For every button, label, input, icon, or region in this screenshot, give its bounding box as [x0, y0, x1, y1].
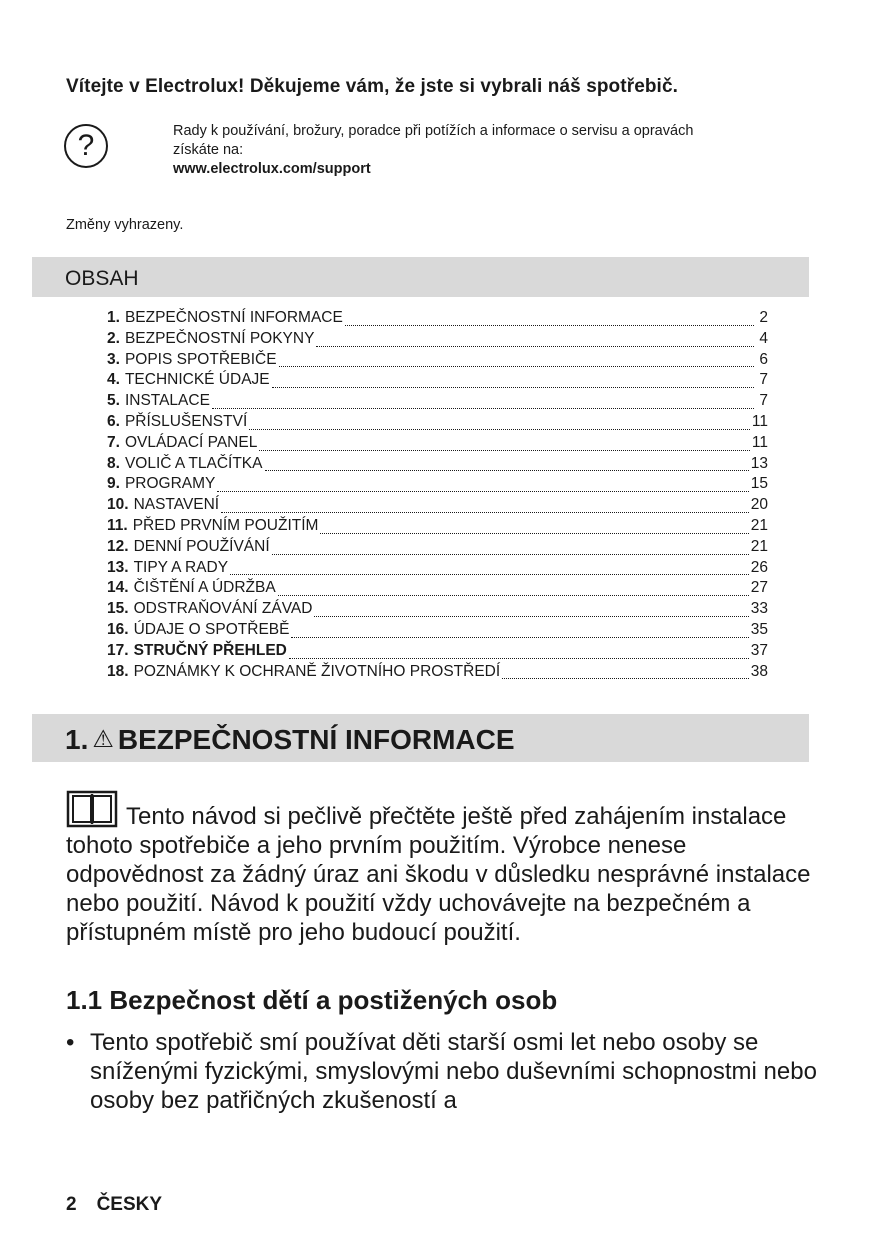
toc-item[interactable] — [107, 517, 768, 538]
toc-item-label: POZNÁMKY K OCHRANĚ ŽIVOTNÍHO PROSTŘEDÍ — [133, 662, 501, 680]
toc-item[interactable] — [107, 371, 768, 392]
welcome-heading: Vítejte v Electrolux! Děkujeme vám, že jste si vybrali náš spotřebič. — [66, 76, 678, 97]
toc-item-label: DENNÍ POUŽÍVÁNÍ — [133, 537, 270, 555]
toc-item-number: 13. — [107, 558, 129, 576]
toc-item[interactable] — [107, 434, 768, 455]
toc-item-page: 21 — [750, 516, 768, 534]
section-title-text: BEZPEČNOSTNÍ INFORMACE — [117, 724, 515, 755]
toc-item-label: ÚDAJE O SPOTŘEBĚ — [133, 620, 290, 638]
toc-item-number: 6. — [107, 412, 120, 430]
bullet-dot-icon: • — [66, 1029, 75, 1056]
toc-item[interactable] — [107, 330, 768, 351]
toc-dot-leader — [249, 429, 750, 430]
toc-item-page: 13 — [750, 454, 768, 472]
toc-item-label: NASTAVENÍ — [133, 496, 220, 514]
bullet-item — [66, 1028, 826, 1115]
support-url-link[interactable]: www.electrolux.com/support — [173, 161, 371, 177]
table-of-contents — [107, 309, 768, 683]
toc-item-number: 10. — [107, 496, 129, 514]
toc-item[interactable] — [107, 579, 768, 600]
toc-dot-leader — [265, 470, 749, 471]
section-title — [65, 724, 515, 756]
toc-item-page: 20 — [750, 496, 768, 514]
toc-item-page: 6 — [759, 350, 768, 368]
intro-paragraph — [66, 790, 826, 947]
toc-item[interactable] — [107, 642, 768, 663]
toc-item-label: VOLIČ A TLAČÍTKA — [124, 454, 263, 472]
toc-dot-leader — [291, 637, 748, 638]
toc-item-label: PŘÍSLUŠENSTVÍ — [124, 412, 248, 430]
toc-item-page: 4 — [759, 329, 768, 347]
toc-item-page: 38 — [750, 662, 768, 680]
toc-item-number: 7. — [107, 433, 120, 451]
toc-item-label: PŘED PRVNÍM POUŽITÍM — [132, 516, 319, 534]
subsection-heading: 1.1 Bezpečnost dětí a postižených osob — [66, 985, 558, 1015]
toc-item-number: 3. — [107, 350, 120, 368]
warning-triangle-icon: ⚠ — [92, 726, 114, 753]
support-info — [173, 122, 813, 179]
toc-item-number: 9. — [107, 475, 120, 493]
toc-item-label: TIPY A RADY — [133, 558, 229, 576]
toc-item-label: PROGRAMY — [124, 475, 216, 493]
toc-item[interactable] — [107, 413, 768, 434]
toc-dot-leader — [345, 325, 754, 326]
toc-item-label: ODSTRAŇOVÁNÍ ZÁVAD — [133, 600, 313, 618]
toc-item-label: BEZPEČNOSTNÍ INFORMACE — [124, 309, 343, 326]
toc-dot-leader — [278, 595, 749, 596]
toc-item-page: 11 — [751, 412, 768, 430]
toc-item[interactable] — [107, 475, 768, 496]
toc-item[interactable] — [107, 351, 768, 372]
toc-item-label: TECHNICKÉ ÚDAJE — [124, 371, 270, 389]
toc-dot-leader — [279, 366, 754, 367]
toc-header-band — [32, 257, 809, 297]
toc-dot-leader — [314, 616, 748, 617]
toc-item-number: 2. — [107, 329, 120, 347]
toc-title: OBSAH — [65, 267, 139, 290]
section-number: 1. — [65, 724, 89, 755]
intro-text: Tento návod si pečlivě přečtěte ještě před zahájením instalace tohoto spotřebiče a jeho prvním použitím. Výrobce nenese odpovědnost za žádný úraz ani škodu v důsledku nesprávné instalace nebo použití. Návod k použití vždy uchovávejte na bezpečném a přístupném místě pro jeho budoucí použití. — [66, 803, 811, 946]
toc-item[interactable] — [107, 559, 768, 580]
toc-item-page: 7 — [759, 392, 768, 410]
toc-item-page: 26 — [750, 558, 768, 576]
toc-item-number: 15. — [107, 600, 129, 618]
toc-item-page: 37 — [750, 641, 768, 659]
toc-item-number: 12. — [107, 537, 129, 555]
toc-item-page: 7 — [759, 371, 768, 389]
toc-item-page: 11 — [751, 433, 768, 451]
toc-item-label: OVLÁDACÍ PANEL — [124, 433, 258, 451]
toc-dot-leader — [272, 554, 749, 555]
toc-item-number: 11. — [107, 516, 128, 534]
support-text-line2: získáte na: — [173, 142, 244, 158]
toc-item[interactable] — [107, 538, 768, 559]
toc-dot-leader — [272, 387, 754, 388]
toc-item[interactable] — [107, 600, 768, 621]
toc-item-label: INSTALACE — [124, 392, 210, 410]
toc-item-number: 4. — [107, 371, 120, 389]
toc-dot-leader — [316, 346, 754, 347]
toc-dot-leader — [320, 533, 748, 534]
toc-dot-leader — [230, 574, 749, 575]
toc-item-number: 8. — [107, 454, 120, 472]
open-book-icon — [66, 790, 118, 828]
toc-dot-leader — [217, 491, 748, 492]
page-number: 2 — [66, 1194, 77, 1215]
toc-item-page: 27 — [750, 579, 768, 597]
toc-item-page: 21 — [750, 537, 768, 555]
language-label: ČESKY — [96, 1194, 163, 1215]
toc-dot-leader — [259, 450, 750, 451]
toc-dot-leader — [289, 658, 749, 659]
toc-item-label: POPIS SPOTŘEBIČE — [124, 350, 277, 368]
toc-item[interactable] — [107, 496, 768, 517]
bullet-list — [66, 1028, 826, 1115]
toc-item-number: 1. — [107, 309, 120, 326]
support-text-line1: Rady k používání, brožury, poradce při potížích a informace o servisu a opravách — [173, 123, 694, 139]
toc-item-label: ČIŠTĚNÍ A ÚDRŽBA — [133, 579, 276, 597]
toc-item-number: 17. — [107, 641, 129, 659]
toc-item-label: STRUČNÝ PŘEHLED — [133, 641, 287, 659]
toc-item-number: 5. — [107, 392, 120, 410]
toc-item-page: 35 — [750, 620, 768, 638]
toc-dot-leader — [502, 678, 749, 679]
changes-reserved-note: Změny vyhrazeny. — [66, 217, 184, 233]
toc-dot-leader — [212, 408, 754, 409]
toc-dot-leader — [221, 512, 749, 513]
toc-item[interactable] — [107, 455, 768, 476]
question-circle-icon: ? — [64, 124, 108, 168]
toc-item[interactable] — [107, 309, 768, 330]
toc-item-page: 33 — [750, 600, 768, 618]
toc-item-number: 16. — [107, 620, 129, 638]
toc-item[interactable] — [107, 663, 768, 684]
toc-item-page: 2 — [759, 309, 768, 326]
toc-item[interactable] — [107, 392, 768, 413]
toc-item-number: 18. — [107, 662, 129, 680]
page-footer — [66, 1194, 162, 1216]
section-header-band — [32, 714, 809, 762]
bullet-text: Tento spotřebič smí používat děti starší osmi let nebo osoby se sníženými fyzickými, smyslovými nebo duševními schopnostmi nebo osoby bez patřičných zkušeností a — [90, 1029, 817, 1114]
toc-item[interactable] — [107, 621, 768, 642]
toc-item-number: 14. — [107, 579, 129, 597]
toc-item-page: 15 — [750, 475, 768, 493]
toc-item-label: BEZPEČNOSTNÍ POKYNY — [124, 329, 315, 347]
